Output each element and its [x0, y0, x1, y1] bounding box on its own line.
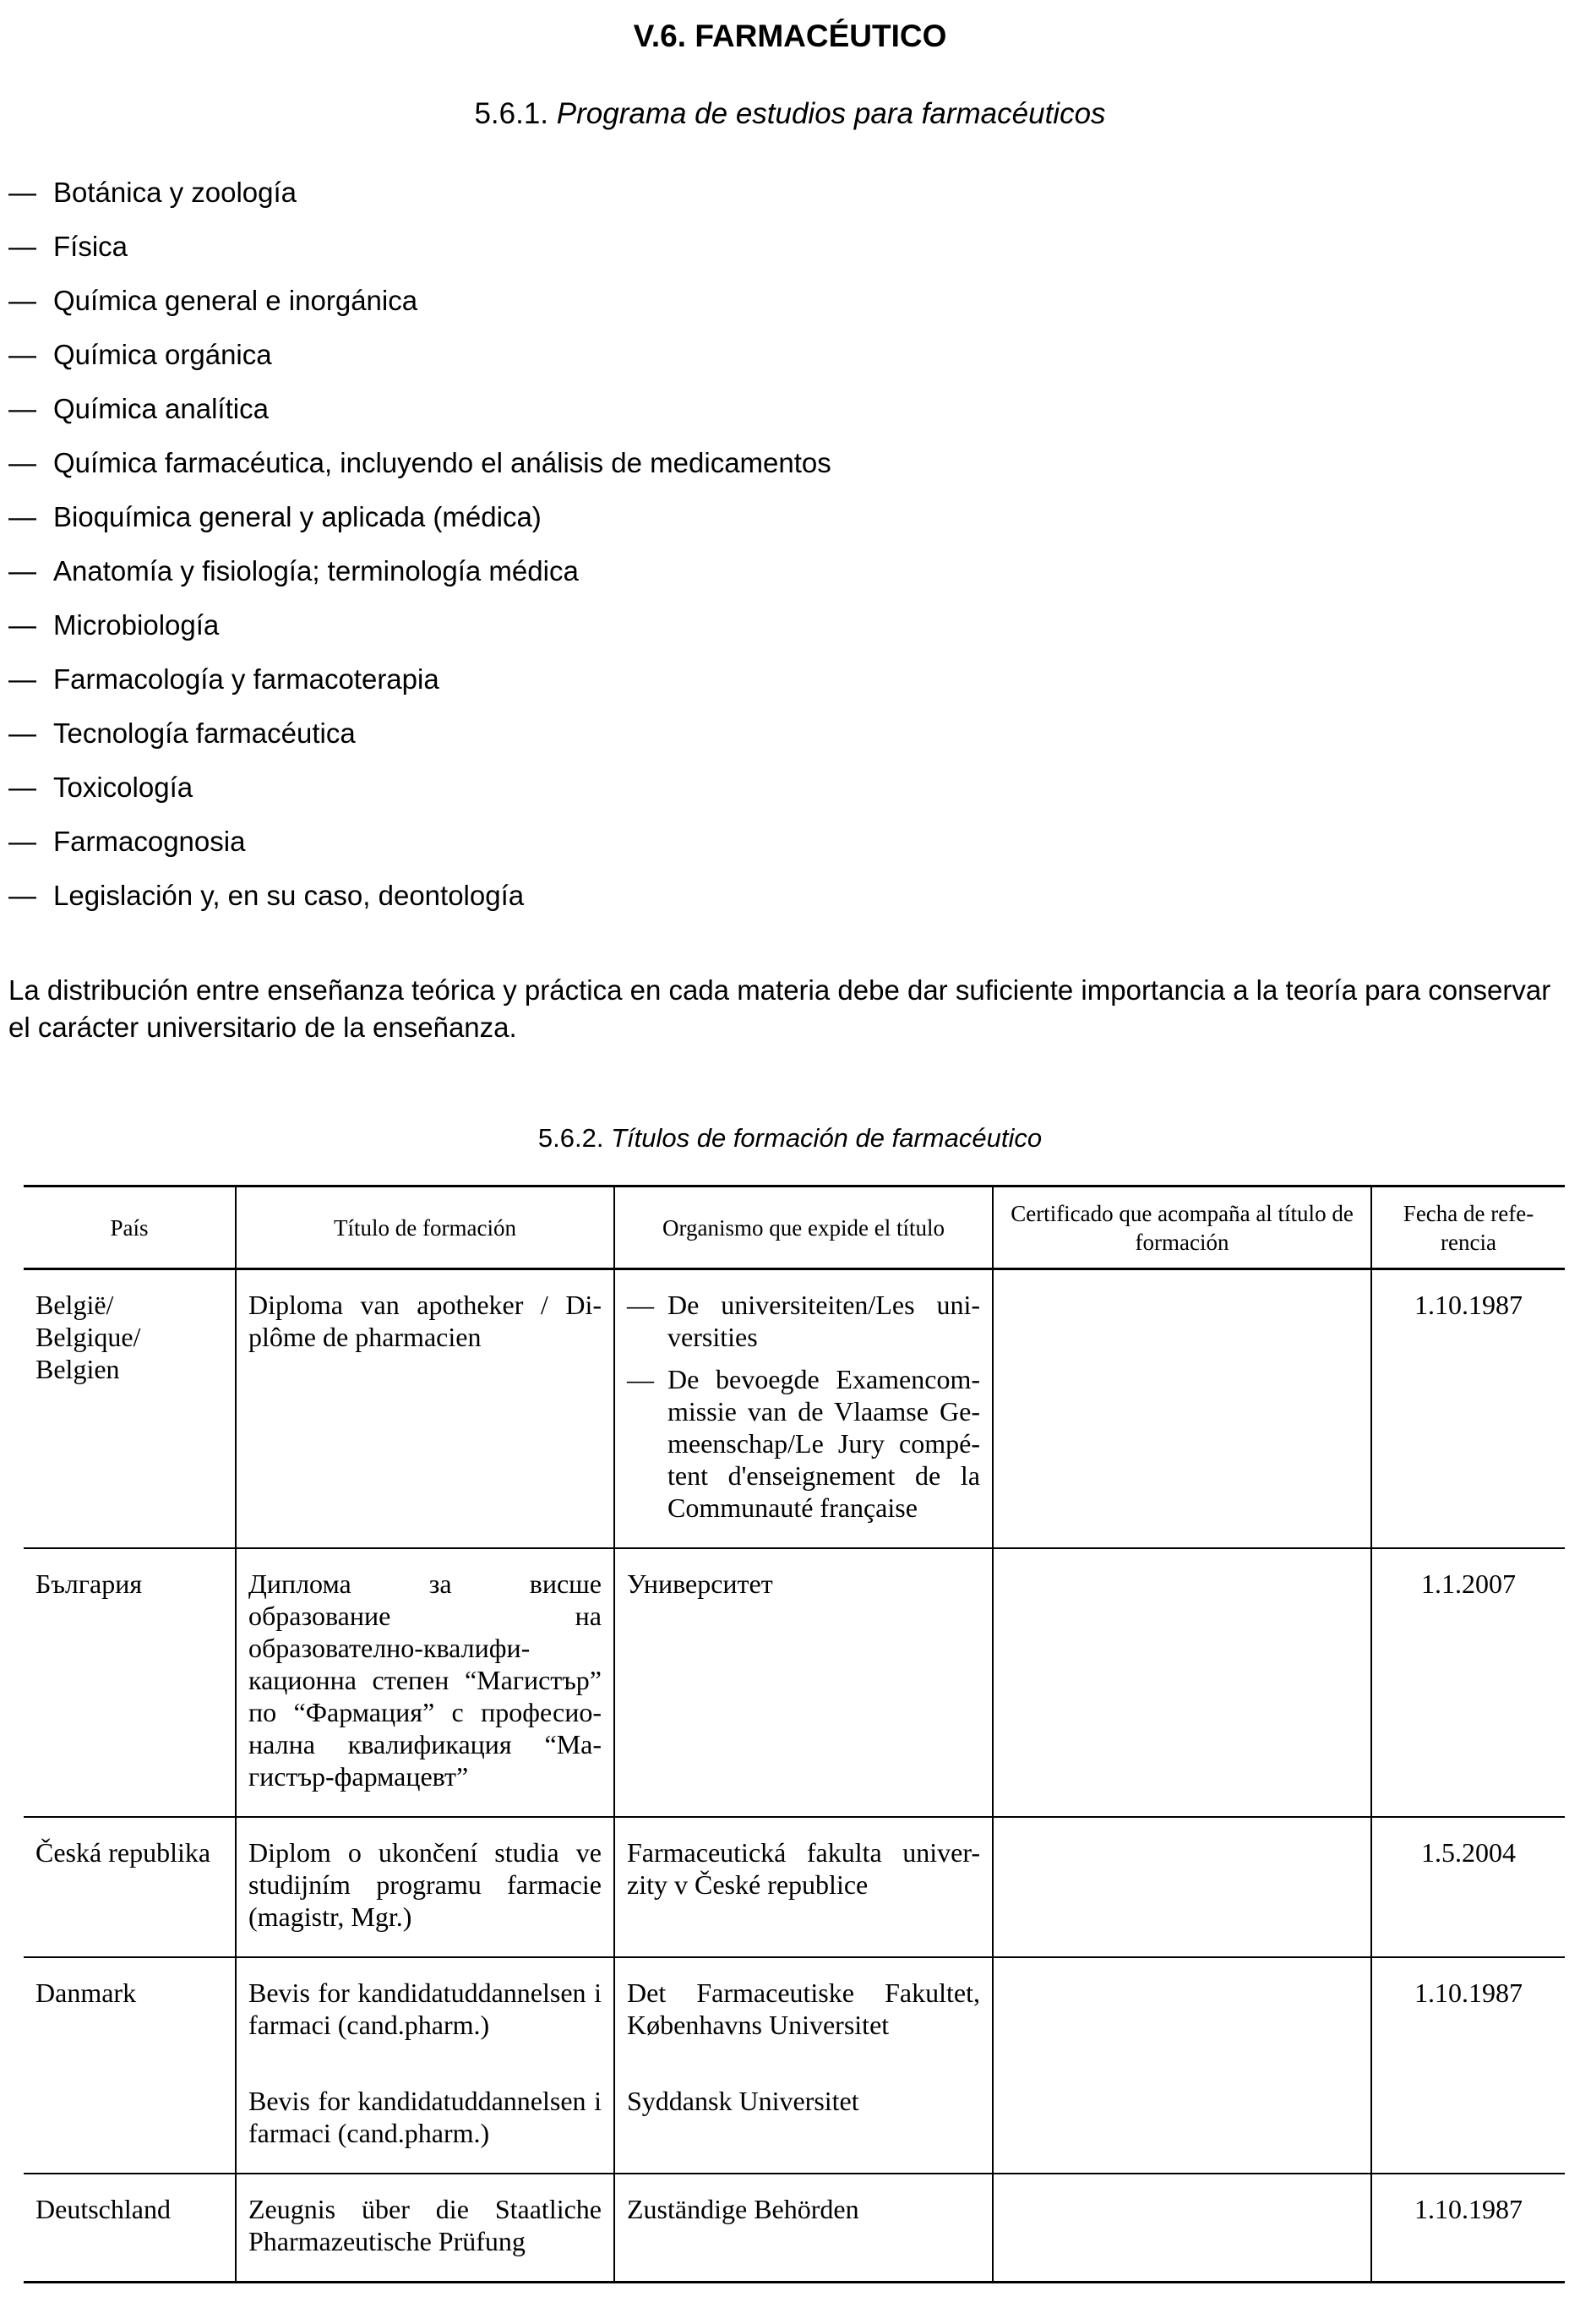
title-entry: Bevis for kandidatuddannelsen i farmaci (cand.pharm.): [248, 2086, 602, 2148]
subject-item: — Legislación y, en su caso, deontología: [8, 880, 525, 911]
subject-item: — Física: [8, 231, 128, 262]
distribution-paragraph: La distribución entre enseñanza teórica y práctica en cada materia debe dar suficiente importancia a la teoría para conservar el carácter universitario de la enseñanza.: [8, 974, 1551, 1043]
table-caption-number: 5.6.2.: [537, 1123, 604, 1153]
title-entry: Bevis for kandidatuddannelsen i farmaci (cand.pharm.): [248, 1978, 602, 2040]
table-row: [24, 1817, 1565, 1957]
subject-item: — Microbiología: [8, 609, 220, 641]
cell-issuing-body: Zuständige Behörden: [614, 2174, 993, 2283]
cell-certificate: [993, 1957, 1371, 2174]
subject-item: — Anatomía y fisiología; terminología médica: [8, 555, 579, 586]
subject-label: Microbiología: [53, 609, 220, 641]
section-heading: V.6. FARMACÉUTICO: [633, 19, 947, 53]
subject-item: — Farmacognosia: [8, 826, 246, 857]
subject-label: Tecnología farmacéutica: [53, 717, 356, 749]
subject-item: — Química farmacéutica, incluyendo el análisis de medicamentos: [8, 447, 831, 478]
table-row: [24, 1269, 1565, 1549]
header-issuing-body: Organismo que expide el título: [614, 1187, 993, 1269]
subject-label: Química general e inorgánica: [53, 285, 418, 316]
subject-label: Química analítica: [53, 393, 269, 424]
subject-item: — Química general e inorgánica: [8, 285, 418, 316]
subject-item: — Tecnología farmacéutica: [8, 717, 356, 749]
cell-issuing-body: [614, 1269, 993, 1549]
cell-reference-date: 1.1.2007: [1371, 1548, 1565, 1817]
subject-label: Legislación y, en su caso, deontología: [53, 880, 525, 911]
cell-country: België/ Belgique/ Belgien: [24, 1269, 236, 1549]
cell-certificate: [993, 1817, 1371, 1957]
header-title: Título de formación: [236, 1187, 614, 1269]
issuing-body-item: — De bevoegde Examencom-missie van de Vlaamse Ge-meenschap/Le Jury compé-tent d'enseignement de la Communauté française: [627, 1363, 980, 1524]
table-caption-title: Títulos de formación de farmacéutico: [611, 1123, 1043, 1153]
subject-item: — Botánica y zoología: [8, 177, 297, 208]
subsection-number: 5.6.1.: [474, 97, 549, 130]
cell-issuing-body: [614, 1957, 993, 2174]
subsection-title: Programa de estudios para farmacéuticos: [556, 97, 1106, 130]
cell-issuing-body: Университет: [614, 1548, 993, 1817]
cell-title: Диплома за висше образование на образователно-квалифи-кационна степен “Магистър” по “Фармация” с професио-нална квалификация “Ма-гистър-фармацевт”: [236, 1548, 614, 1817]
issuing-body-list: [627, 1289, 980, 1524]
issuing-body-entry: Syddansk Universitet: [627, 2086, 859, 2116]
subject-label: Toxicología: [53, 772, 193, 803]
cell-reference-date: 1.10.1987: [1371, 1269, 1565, 1549]
cell-country: Česká republika: [24, 1817, 236, 1957]
subject-label: Química orgánica: [53, 339, 272, 370]
subject-label: Química farmacéutica, incluyendo el análisis de medicamentos: [53, 447, 831, 478]
subject-item: — Farmacología y farmacoterapia: [8, 663, 439, 695]
cell-reference-date: 1.5.2004: [1371, 1817, 1565, 1957]
header-certificate: Certificado que acompaña al título de formación: [993, 1187, 1371, 1269]
cell-reference-date: 1.10.1987: [1371, 2174, 1565, 2283]
header-reference-date: Fecha de refe-rencia: [1371, 1187, 1565, 1269]
subject-list: [8, 173, 831, 930]
cell-reference-date: 1.10.1987: [1371, 1957, 1565, 2174]
subject-item: — Química analítica: [8, 393, 269, 424]
cell-country: Danmark: [24, 1957, 236, 2174]
cell-title: Diplom o ukončení studia ve studijním programu farmacie (magistr, Mgr.): [236, 1817, 614, 1957]
cell-certificate: [993, 1269, 1371, 1549]
cell-country: Deutschland: [24, 2174, 236, 2283]
subject-label: Farmacognosia: [53, 826, 246, 857]
cell-certificate: [993, 2174, 1371, 2283]
subject-item: — Bioquímica general y aplicada (médica): [8, 501, 542, 532]
subject-item: — Toxicología: [8, 772, 193, 803]
cell-title: Diploma van apotheker / Di-plôme de pharmacien: [236, 1269, 614, 1549]
subject-label: Física: [53, 231, 128, 262]
subject-item: — Química orgánica: [8, 339, 272, 370]
table-row: [24, 2174, 1565, 2283]
cell-country: България: [24, 1548, 236, 1817]
cell-title: Zeugnis über die Staatliche Pharmazeutische Prüfung: [236, 2174, 614, 2283]
table-caption: [0, 1121, 1580, 1155]
table-header-row: [24, 1187, 1565, 1269]
table-row: [24, 1548, 1565, 1817]
subject-label: Farmacología y farmacoterapia: [53, 663, 439, 695]
cell-certificate: [993, 1548, 1371, 1817]
subject-label: Botánica y zoología: [53, 177, 297, 208]
cell-issuing-body: Farmaceutická fakulta univer-zity v České republice: [614, 1817, 993, 1957]
header-country: País: [24, 1187, 236, 1269]
subject-label: Bioquímica general y aplicada (médica): [53, 501, 542, 532]
table-row: [24, 1957, 1565, 2174]
issuing-body-item: — De universiteiten/Les uni-versities: [627, 1289, 980, 1353]
subsection-heading: [0, 95, 1580, 134]
subject-label: Anatomía y fisiología; terminología médica: [53, 555, 579, 586]
cell-title: [236, 1957, 614, 2174]
issuing-body-entry: Det Farmaceutiske Fakultet, Københavns Universitet: [627, 1978, 980, 2040]
qualifications-table: [24, 1185, 1565, 2283]
